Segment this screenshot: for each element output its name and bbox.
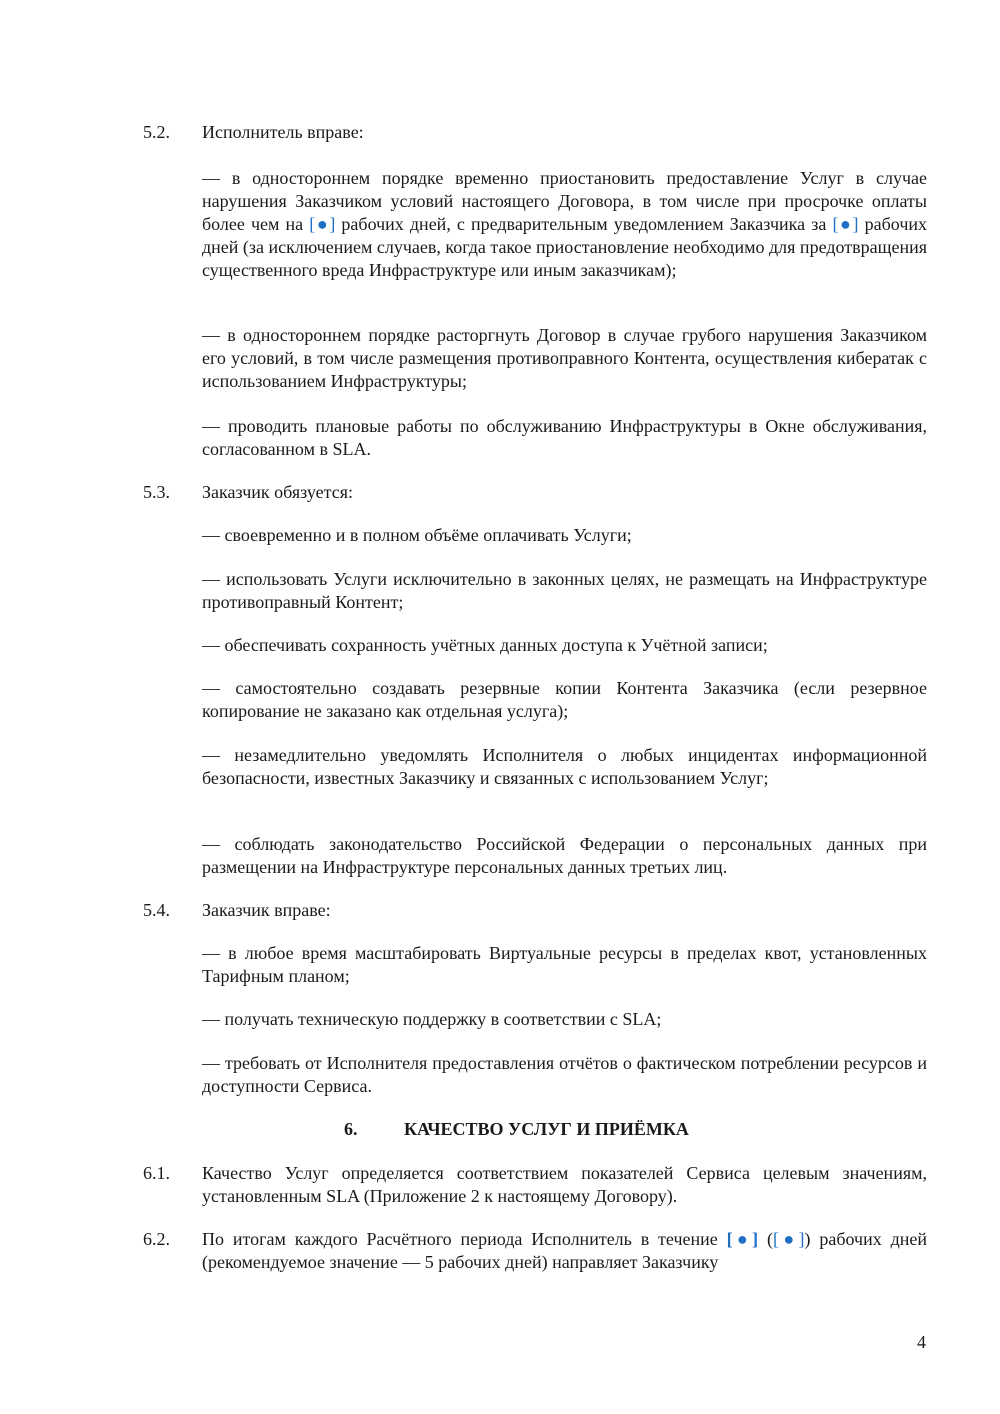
paragraph-5-2-terminate: — в одностороннем порядке расторгнуть Договор в случае грубого нарушения Заказчиком его условий, в том числе размещения противоправного Контента, осуществления кибератак с использованием Инфраструктуры; [202, 325, 927, 391]
paragraph-5-2-maintenance: — проводить плановые работы по обслуживанию Инфраструктуры в Окне обслуживания, согласованном в SLA. [202, 416, 927, 459]
paragraph-5-3-personal-data: — соблюдать законодательство Российской Федерации о персональных данных при размещении на Инфраструктуре персональных данных третьих лиц. [202, 834, 927, 877]
placeholder-mark: [●] [726, 1229, 759, 1249]
clause-number: 6.1. [143, 1163, 170, 1183]
page-number: 4 [917, 1332, 926, 1352]
paragraph-5-3-credentials: — обеспечивать сохранность учётных данных доступа к Учётной записи; [202, 635, 768, 655]
clause-number: 5.3. [143, 482, 170, 502]
clause-number: 5.4. [143, 900, 170, 920]
clause-lead: Исполнитель вправе: [202, 122, 364, 142]
paragraph-5-3-incidents: — незамедлительно уведомлять Исполнителя о любых инцидентах информационной безопасности, известных Заказчику и связанных с использованием Услуг; [202, 745, 927, 788]
paragraph-5-2-suspend: — в одностороннем порядке временно приостановить предоставление Услуг в случае нарушения Заказчиком условий настоящего Договора, в том числе при просрочке оплаты более чем на [●] рабочих дней, с предварительным уведомлением Заказчика за [●] рабочих дней (за исключением случаев, когда такое приостановление необходимо для предотвращения существенного вреда Инфраструктуре или иным заказчикам); [202, 168, 928, 280]
clause-number: 6.2. [143, 1229, 170, 1249]
clause-lead: Заказчик обязуется: [202, 482, 353, 502]
paragraph-5-3-backups: — самостоятельно создавать резервные копии Контента Заказчика (если резервное копирование не заказано как отдельная услуга); [202, 678, 927, 721]
paragraph-5-4-support: — получать техническую поддержку в соответствии с SLA; [202, 1009, 662, 1029]
placeholder-mark: [●] [832, 214, 859, 234]
paragraph-6-2: По итогам каждого Расчётного периода Исполнитель в течение [●] ([●]) рабочих дней (рекомендуемое значение — 5 рабочих дней) направляет Заказчику [202, 1229, 927, 1272]
paragraph-6-1: Качество Услуг определяется соответствием показателей Сервиса целевым значениям, установленным SLA (Приложение 2 к настоящему Договору). [202, 1163, 927, 1206]
heading-title: КАЧЕСТВО УСЛУГ И ПРИЁМКА [404, 1119, 689, 1139]
clause-number: 5.2. [143, 122, 170, 142]
placeholder-mark: [●] [772, 1229, 805, 1249]
clause-lead: Заказчик вправе: [202, 900, 331, 920]
heading-number: 6. [344, 1119, 358, 1139]
paragraph-5-4-scale: — в любое время масштабировать Виртуальные ресурсы в пределах квот, установленных Тарифным планом; [202, 943, 927, 986]
paragraph-5-4-reports: — требовать от Исполнителя предоставления отчётов о фактическом потреблении ресурсов и доступности Сервиса. [202, 1053, 927, 1096]
paragraph-5-3-lawful-use: — использовать Услуги исключительно в законных целях, не размещать на Инфраструктуре противоправный Контент; [202, 569, 927, 612]
placeholder-mark: [●] [309, 214, 336, 234]
paragraph-5-3-pay: — своевременно и в полном объёме оплачивать Услуги; [202, 525, 632, 545]
